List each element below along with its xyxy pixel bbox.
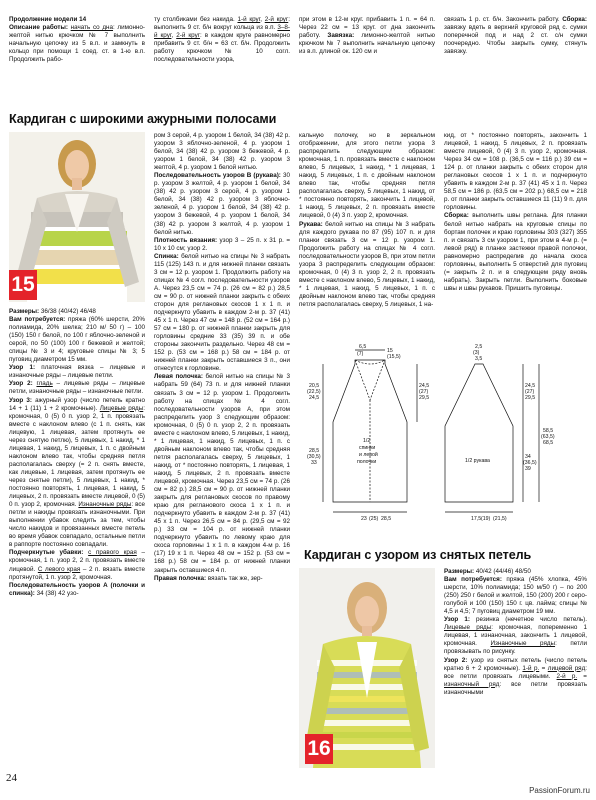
scheme-middle-label-3: и левой: [359, 452, 378, 458]
scheme-sleeve-right-label-2: (27): [525, 389, 535, 395]
model-number-badge-16: 16: [305, 734, 333, 764]
scheme-left-label-5: (30,5): [307, 454, 321, 460]
pattern-scheme: [299, 342, 587, 527]
scheme-sleeve-top-label-3: 3,5: [475, 356, 483, 362]
scheme-mid-right-label-2: (27): [419, 389, 429, 395]
scheme-bottom-label-3: 28,5: [381, 516, 392, 522]
scheme-sleeve-label: 1/2 рукава: [465, 458, 490, 464]
scheme-bottom-label-2: (25): [369, 516, 379, 522]
scheme-top-label-2: (7): [357, 351, 364, 357]
scheme-sleeve-far-label-1: 58,5: [543, 428, 554, 434]
scheme-top-label-4: (15,5): [387, 354, 401, 360]
cardigan-15-text-col-3: кальную полочку, но в зеркальном отображении, для этого петли узора 3 распределить следующим образом: кромочная, 1 п. провязать вместе с наклоном влево, 5 лицевых, 1 накид, * 1 лицевая, 1 накид, 5 лицевых, 1 п. с двойным наклоном влево так, чтобы средняя петля располагалась сверху, 5 лицевых, 1 накид, от * постоянно повторять, закончить 1 лицевой, 1 накид, 5 лицевых, 2 п. провязать вместе лицевой, 0 (4) 3 п. узор 2, кромочная. Рукава: белой нитью на спицы № 3 набрать для каждого рукава по 87 (95) 107 п. и для планки связать 3 см = 12 р. узором 1. Продолжить работу на спицах № 4 согл. последовательности узоров В, при этом петли узора 3 распределить следующим образом: кромочная, 0 (4) 3 п. узор 2, 2 п. провязать вместе с наклоном влево, 5 лицевых, 1 накид, * 1 лицевая, 1 накид, 5 лицевых, 1 п. с двойным наклоном влево так, чтобы средняя петля располагалась сверху, 5 лицевых, 1 на-: [299, 132, 435, 308]
scheme-sleeve-right-label-1: 24,5: [525, 383, 536, 389]
cardigan-16-text-col: Размеры: 40/42 (44/46) 48/50 Вам потребуется: пряжа (45% хлопка, 45% шерсти, 10% полиамида; 150 м/50 г) – по 200 (250) 250 г белой и желтой, 150 (200) 200 г серо-голубой и 100 (150) 150 г. цв. лайма; спицы № 4,5 и 4,5; 7 пуговиц диаметром 19 мм. Узор 1: резинка (нечетное число петель). Лицевые ряды: кромочная, попеременно 1 лицевая, 1 изнаночная, закончить 1 лицевой, кромочная. Изнаночные ряды: петли провязывать по рисунку. Узор 2: узор из снятых петель (число петель кратно 6 + 2 кромочные). 1-й р. = лицевой ряд: все петли провязать лицевыми. 2-й р. = изнаночный ряд: все петли провязать изнаночными: [444, 568, 587, 696]
scheme-sleeve-far-label-2: (63,5): [541, 434, 555, 440]
top-text-col-1: Продолжение модели 14 Описание работы: начать со дна: лимонно-желтой нитью крючком № 7 выполнить начальную цепочку из 5 в.п. и замкнуть в кольцо при помощи 1 соед. ст. в 1-ю в.п. Продолжить рабо-: [9, 16, 145, 64]
scheme-left-label-2: (22,5): [307, 389, 321, 395]
scheme-sleeve-right-label-5: (36,5): [523, 460, 537, 466]
top-text-col-2: ту столбиками без накида. 1-й круг, 2-й круг: выполнить 9 ст. б/н вокруг кольца из в.п. 3–8-й круг, 2-й круг: в каждом круге равномерно прибавить 9 ст. б/н = 63 ст. б/н. Продолжить работу крючком № 10 согл. последовательности узора,: [154, 16, 290, 64]
scheme-sleeve-top-label-1: 2,5: [475, 344, 483, 350]
site-watermark: PassionForum.ru: [529, 786, 590, 795]
scheme-left-label-1: 20,5: [309, 383, 320, 389]
scheme-sleeve-right-label-3: 29,5: [525, 395, 536, 401]
scheme-middle-label-1: 1/2: [363, 438, 371, 444]
cardigan-15-title: Кардиган с широкими ажурными полосами: [9, 112, 277, 126]
cardigan-15-photo: [9, 132, 145, 302]
cardigan-16-title: Кардиган с узором из снятых петель: [304, 548, 532, 562]
top-text-col-4: связать 1 р. ст. б/н. Закончить работу. Сборка: завязку вдеть в верхний круговой ряд с. сумки поперечной под и над 2 ст. с/н сумки поочередно. Чтобы закрыть сумку, стянуть завязку.: [444, 16, 587, 56]
scheme-middle-label-4: полочки: [357, 459, 377, 465]
scheme-sleeve-right-label-4: 34: [525, 454, 531, 460]
scheme-sleeve-bottom-label-3: (21,5): [493, 516, 507, 522]
model-number-badge-15: 15: [9, 270, 37, 300]
cardigan-15-text-col-1: Размеры: 36/38 (40/42) 46/48 Вам потребуется: пряжа (60% шерсти, 20% полиамида, 20% шелка; 210 м/ 50 г) – 100 (150) 150 г белой, по 100 г яблочно-зеленой и серой, по 50 (100) 100 г бежевой и желтой; спицы № 3 и 4; круговые спицы № 3; 5 пуговиц диаметром 15 мм. Узор 1: платочная вязка – лицевые и изнаночные ряды – лицевые петли. Узор 2: гладь – лицевые ряды – лицевые петли, изнаночные ряды – изнаночные петли. Узор 3: ажурный узор (число петель кратно 14 + 1 (11) 1 + 2 кромочные). Лицевые ряды: кромочная, 0 (5) 0 п. узор 2, 1 п. провязать вместе с наклоном влево (с 1 п. снять, как лицевую, 1 лицевая, затем протянуть ее через снятую петлю), 5 лицевых, 1 накид, * 1 лицевая, 1 накид, 5 лицевых, 1 п. с двойным наклоном влево так, чтобы средняя петля располагалась сверху (= 2 п. снять вместе, как лицевые, 1 лицевая, затем протянуть ее через снятые петли), 5 лицевых, 1 накид, * постоянно повторять, 1 лицевая, 1 накид, 5 лицевых, 2 п. провязать вместе лицевой, 0 (5) 0 п. узор 2, кромочная. Изнаночные ряды: все петли и накиды провязать изнаночными. При выполнении убавок следить за тем, чтобы число накидов и провязанных вместе петель во время убавок совпадало, остальные петли в раппорте постоянно совпадали. Подчеркнутые убавки: с правого края – кромочная, 1 п. узор 2, 2 п. провязать вместе лицевой. С левого края – 2 п. вязать вместе протянутой, 1 п. узор 2, кромочная. Последовательность узоров А (полочки и спинка): 34 (38) 42 узо-: [9, 308, 145, 597]
scheme-sleeve-far-label-3: 68,5: [543, 440, 554, 446]
scheme-left-label-6: 33: [311, 460, 317, 466]
scheme-mid-right-label-3: 29,5: [419, 395, 430, 401]
scheme-sleeve-bottom-label-2: (19): [481, 516, 491, 522]
cardigan-15-text-col-4: кид, от * постоянно повторять, закончить 1 лицевой, 1 накид, 5 лицевых, 2 п. провязать вместе лицевой, 0 (4) 3 п. узор 2, кромочная. Через 34 см = 108 р. (36,5 см = 116 р.) 39 см = 124 р. от планки закрыть с обеих сторон для реглановых скосов 1 х 1 п. и подчеркнуто убавить в каждом 2-м р. 37 (41) 45 х 1 п. Через 58,5 см = 186 р. (63,5 см = 202 р.) 68,5 см = 218 р. от планки закрыть оставшиеся 11 (11) 9 п. для горловины. Сборка: выполнить швы реглана. Для планки белой нитью набрать на круговые спицы по бортам полочек и краю горловины 303 (327) 355 п. и связать 3 см узором 1, при этом в 4-м р. (= левой ряд) в планке застежки правой полочки, равномерно распределив до начала скоса горловины, выполнить 5 отверстий для пуговиц (= закрыть 2 п. и в следующем ряду вновь набрать). Закрыть петли. Выполнить боковые швы и швы рукавов. Пришить пуговицы.: [444, 132, 587, 292]
top-text-col-3: при этом в 12-м круг. прибавить 1 п. = 64 п. Через 22 см = 13 круг. от дна закончить работу. Завязка: лимонно-желтой нитью крючком № 7 выполнить начальную цепочку из в.п. длиной ок. 120 см и: [299, 16, 435, 56]
scheme-left-label-4: 28,5: [309, 448, 320, 454]
scheme-top-label-3: 15: [387, 348, 393, 354]
scheme-mid-right-label-1: 24,5: [419, 383, 430, 389]
scheme-top-label-1: 6,5: [359, 344, 367, 350]
page-number: 24: [6, 772, 17, 784]
scheme-middle-label-2: спинки: [359, 445, 376, 451]
scheme-sleeve-top-label-2: (3): [473, 350, 480, 356]
scheme-sleeve-right-label-6: 39: [525, 466, 531, 472]
scheme-sleeve-bottom-label-1: 17,5: [471, 516, 482, 522]
cardigan-15-text-col-2: ром 3 серой, 4 р. узором 1 белой, 34 (38) 42 р. узором 3 яблочно-зеленой, 4 р. узором 1 белой, 34 (38) 42 р. узором 3 бежевой, 4 р. узором 1 белой, 34 (38) 42 р. узором 3 желтой, 4 р. узором 1 белой нитью. Последовательность узоров В (рукава): 30 р. узором 3 желтой, 4 р. узором 1 белой, 34 (38) 42 р. узором 3 серой, 4 р. узором 1 белой, 34 (38) 42 р. узором 3 яблочно-зеленой, 4 р. узором 1 белой, 34 (38) 42 р. узором 3 бежевой, 4 р. узором 1 белой, 34 (38) 42 р. узором 3 желтой, 4 р. узором 1 белой нитью. Плотность вязания: узор 3 – 25 п. х 31 р. = 10 х 10 см; узор 2. Спинка: белой нитью на спицы № 3 набрать 115 (125) 143 п. и для нижней планки связать 3 см = 12 р. узором 1. Продолжить работу на спицах № 4 согл. последовательности узоров А. Через 23,5 см = 74 р. (26 см = 82 р.) 28,5 см = 90 р. от нижней планки закрыть с обеих сторон для реглановых скосов 1 х 1 п. и подчеркнуто убавить в каждом 2-м р. 37 (41) 45 х 1 п. Через 47 см = 148 р. (52 см = 164 р.) 57 см = 180 р. от нижней планки закрыть для горловины средние 33 (35) 39 п. и обе стороны закончить раздельно. Через 48 см = 152 р. (53 см = 168 р.) 58 см = 184 р. от нижней планки закрыть оставшиеся 3 п., они отнесутся к горловине. Левая полочка: белой нитью на спицы № 3 набрать 59 (64) 73 п. и для нижней планки связать 3 см = 12 р. узором 1. Продолжить работу на спицах № 4 согл. последовательности узоров А, при этом распределить узор 3 следующим образом: кромочная, 0 (5) 0 п. узор 2, 2 п. провязать вместе с наклоном влево, 5 лицевых, 1 накид, * 1 лицевая, 1 накид, 5 лицевых, 1 п. с двойным наклоном влево так, чтобы средняя петля располагалась сверху, 5 лицевых, 1 накид, от * постоянно повторять, 1 лицевая, 1 накид, 5 лицевых, 2 п. провязать вместе лицевой, кромочная. Через 23,5 см = 74 р. (26 см = 82 р.) 28,5 см = 90 р. от нижней планки закрыть для реглановых скосов по правому краю для регланового скоса 1 х 1 п. и подчеркнуто убавить в каждом 2-м р. 37 (41) 45 х 1 п. Через 26,5 см = 84 р. (29,5 см = 92 р.) 33 см = 104 р. от нижней планки подчеркнуто убавить по левому краю для скоса горловины 1 х 1 п. в каждом 4-м р. 16 (17) 19 х 1 п. Через 48 см = 152 р. (53 см = 168 р.) 58 см = 184 р. от нижней планки закрыть оставшиеся 4 п. Правая полочка: вязать так же, зер-: [154, 132, 290, 582]
scheme-bottom-label-1: 23: [361, 516, 367, 522]
cardigan-16-photo: [299, 568, 435, 768]
scheme-left-label-3: 24,5: [309, 395, 320, 401]
